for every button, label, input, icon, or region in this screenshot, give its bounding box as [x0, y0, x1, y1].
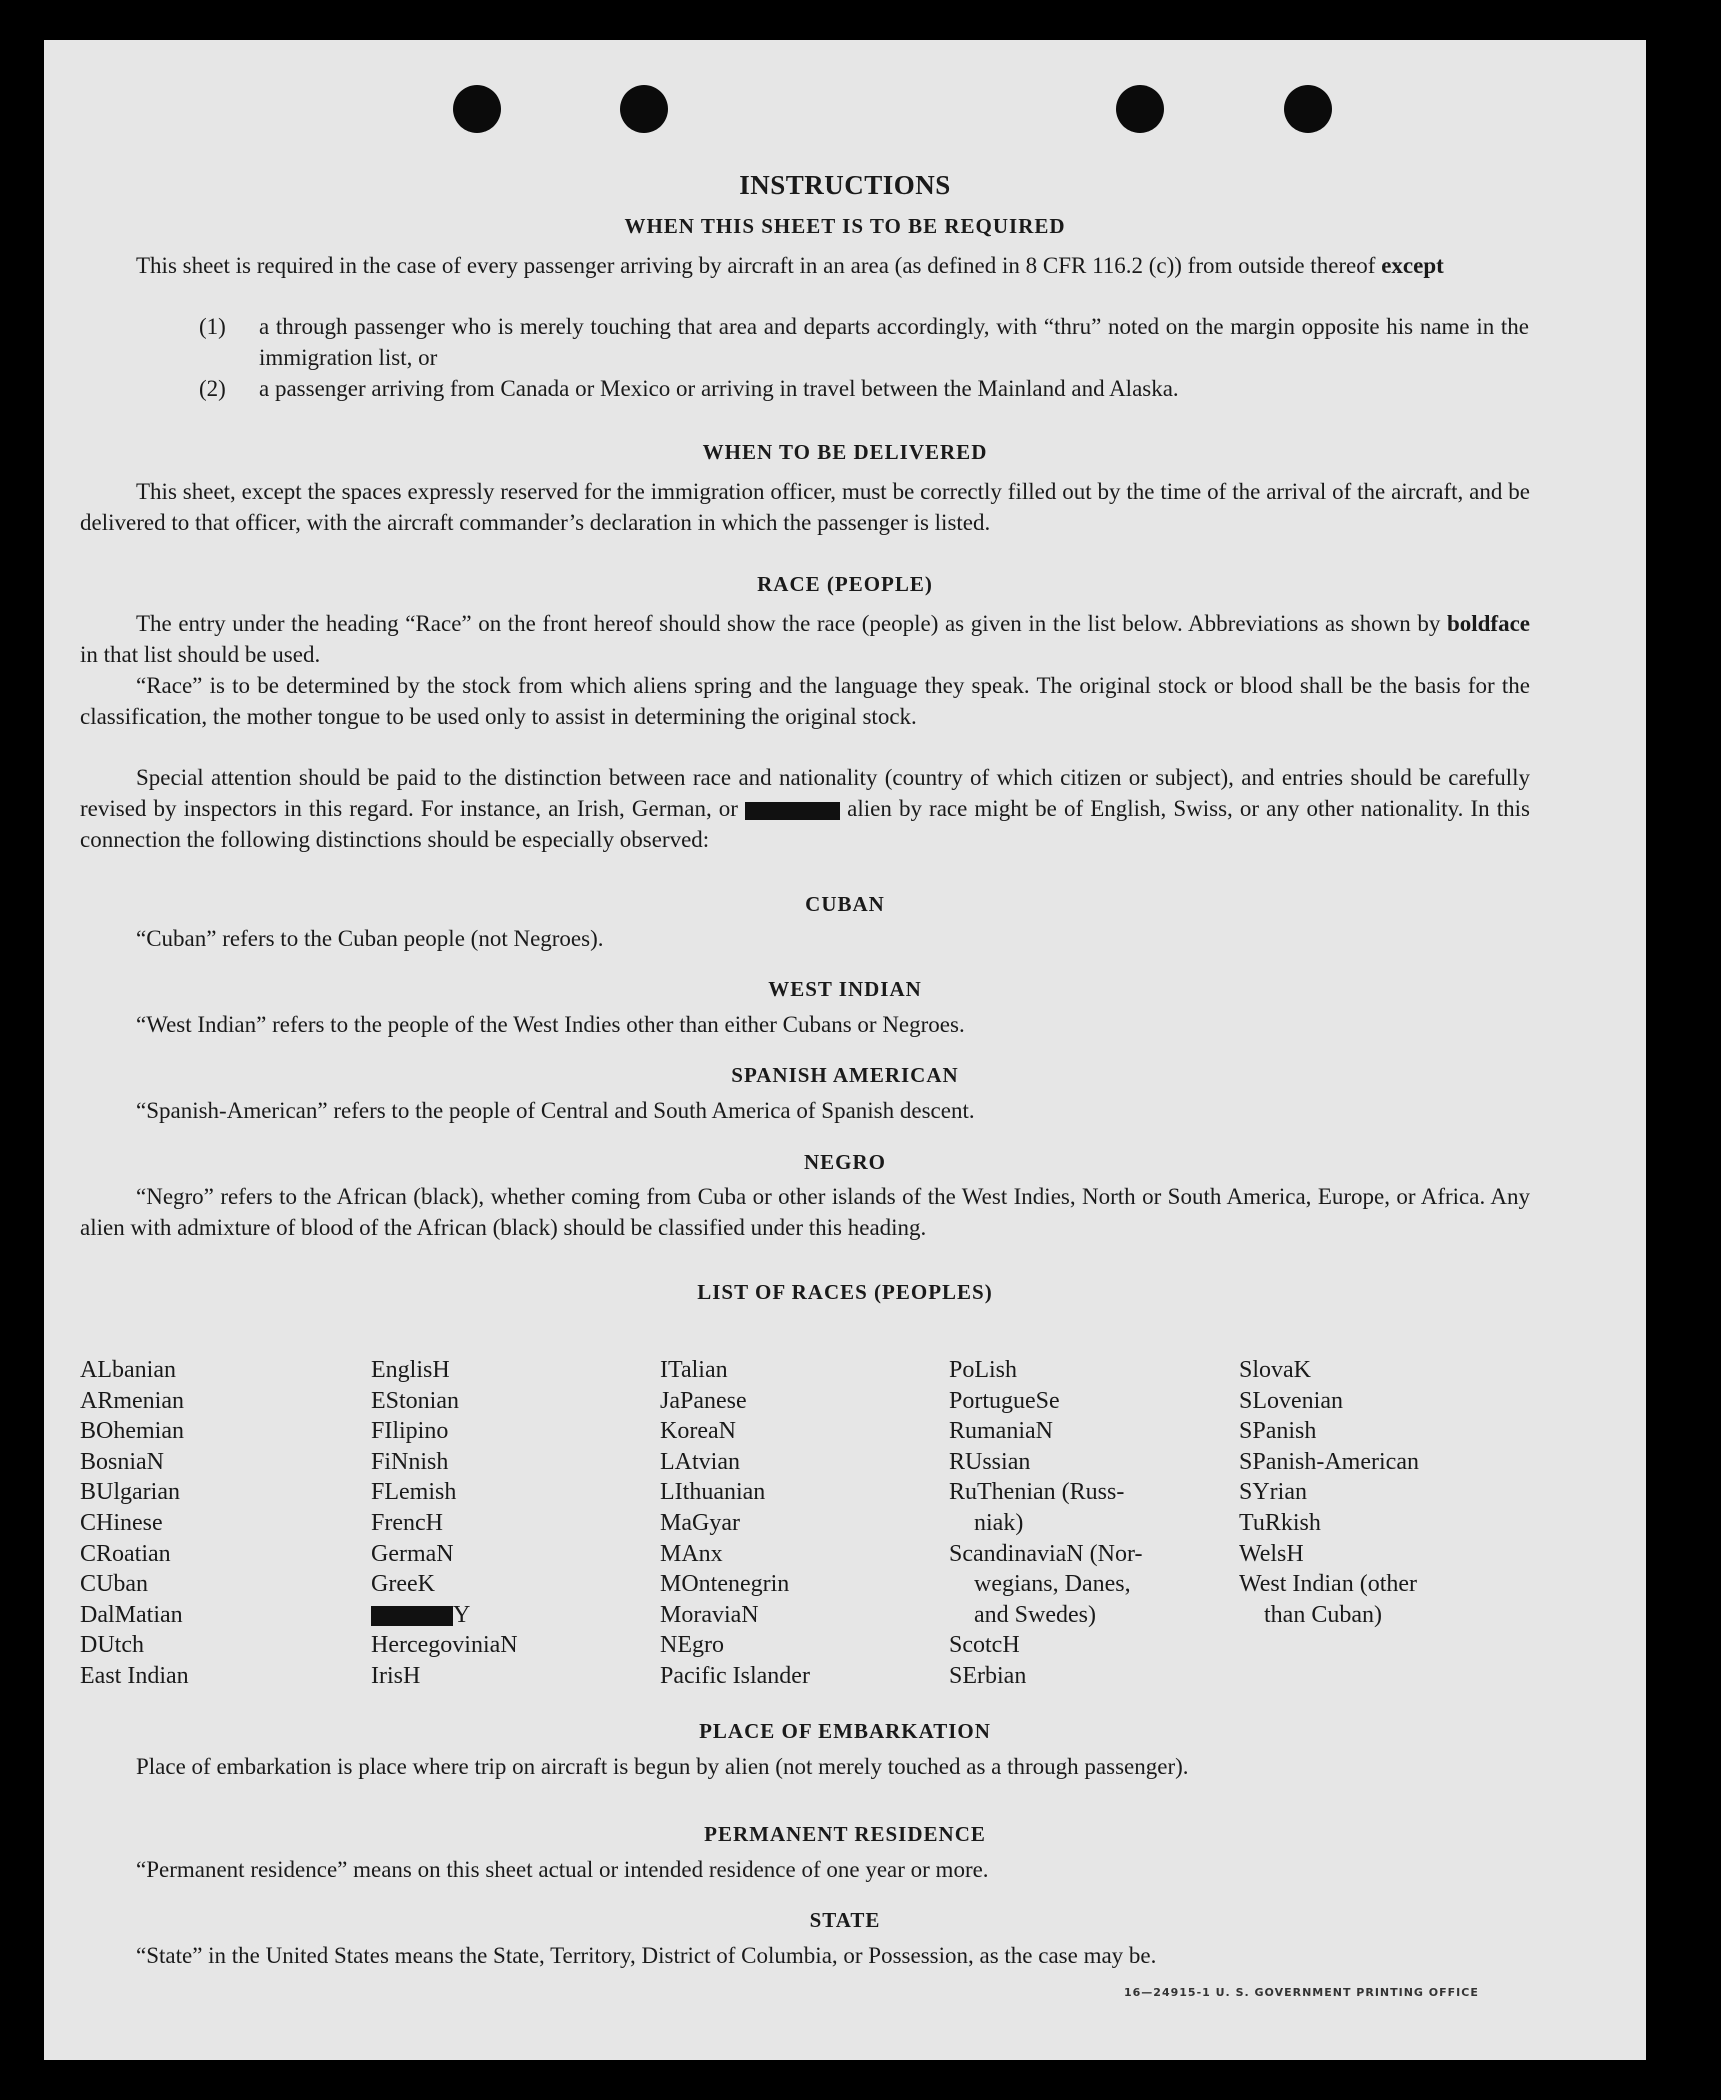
redaction-mark: [371, 1606, 453, 1626]
race-item: IrisH: [371, 1662, 421, 1689]
race-item: ScotcH: [949, 1632, 1020, 1659]
race-item: EStonian: [371, 1387, 459, 1414]
race-item: PoLish: [949, 1357, 1018, 1383]
race-item: SlovaK: [1239, 1357, 1311, 1383]
section-heading: RACE (PEOPLE): [757, 572, 933, 596]
race-item: MOntenegrin: [660, 1571, 790, 1598]
section-heading: NEGRO: [803, 1150, 886, 1174]
race-item: RUssian: [949, 1448, 1031, 1475]
section-heading: WHEN TO BE DELIVERED: [702, 440, 988, 464]
race-item: ARmenian: [80, 1387, 184, 1414]
race-item: KoreaN: [660, 1418, 736, 1445]
race-item-redacted: Y: [371, 1600, 518, 1631]
race-list-column: [949, 1355, 1142, 1692]
section-heading: STATE: [809, 1908, 881, 1932]
race-item: MAnx: [660, 1540, 723, 1567]
race-item: RuThenian (Russ-: [949, 1479, 1125, 1506]
race-item: FiNnish: [371, 1448, 449, 1475]
race-list-column: [1239, 1355, 1419, 1630]
race-item: PortugueSe: [949, 1387, 1060, 1414]
race-item: niak): [974, 1509, 1024, 1536]
paragraph: The entry under the heading “Race” on the front hereof should show the race (people) as given in the list below. Abbreviations as shown by boldface in that list should be used.: [80, 611, 1531, 667]
paragraph: Place of embarkation is place where trip on aircraft is begun by alien (not merely touched as a through passenger).: [136, 1754, 1189, 1779]
race-item: CRoatian: [80, 1540, 171, 1567]
paragraph: “State” in the United States means the State, Territory, District of Columbia, or Possession, as the case may be.: [136, 1943, 1157, 1968]
race-item: FrencH: [371, 1509, 443, 1536]
race-item: Pacific Islander: [660, 1662, 810, 1689]
race-item: WelsH: [1239, 1540, 1304, 1567]
race-item: CHinese: [80, 1509, 163, 1536]
race-list-column: [80, 1355, 189, 1692]
paragraph: “Cuban” refers to the Cuban people (not Negroes).: [136, 926, 604, 951]
redaction-mark: [745, 802, 840, 820]
document-sheet: [44, 40, 1646, 2060]
paragraph: “Permanent residence” means on this sheet actual or intended residence of one year or more.: [136, 1857, 989, 1882]
paragraph: “Race” is to be determined by the stock from which aliens spring and the language they speak. The original stock or blood shall be the basis for the classification, the mother tongue to be used only to assist in determining the original stock.: [80, 673, 1530, 729]
race-item: HercegoviniaN: [371, 1632, 518, 1659]
race-item: BUlgarian: [80, 1479, 180, 1506]
race-item: ALbanian: [80, 1357, 176, 1383]
race-item: BosniaN: [80, 1448, 164, 1475]
race-item: SPanish-American: [1239, 1448, 1419, 1475]
printer-imprint: 16—24915-1 U. S. GOVERNMENT PRINTING OFFICE: [1124, 1986, 1479, 1999]
section-heading: WHEN THIS SHEET IS TO BE REQUIRED: [624, 214, 1066, 238]
race-item: DalMatian: [80, 1601, 183, 1628]
punch-hole: [453, 85, 501, 133]
race-item: FLemish: [371, 1479, 457, 1506]
paragraph: Special attention should be paid to the distinction between race and nationality (country of which citizen or subject), and entries should be carefully revised by inspectors in this regard. For instance, an Irish, German, or alien by race might be of English, Swiss, or any other nationality. In this connection the following distinctions should be especially observed:: [80, 765, 1530, 852]
race-list-column: [660, 1355, 810, 1692]
section-heading: PLACE OF EMBARKATION: [699, 1719, 991, 1743]
race-item: SPanish: [1239, 1418, 1317, 1445]
race-item: wegians, Danes,: [974, 1571, 1131, 1598]
section-heading: SPANISH AMERICAN: [731, 1063, 959, 1087]
race-item: than Cuban): [1264, 1601, 1382, 1628]
race-item: RumaniaN: [949, 1418, 1053, 1445]
section-heading: CUBAN: [805, 892, 885, 916]
race-item: DUtch: [80, 1632, 144, 1659]
race-item: EnglisH: [371, 1357, 450, 1383]
race-item: GreeK: [371, 1571, 435, 1598]
section-heading: PERMANENT RESIDENCE: [704, 1822, 986, 1846]
race-item: LAtvian: [660, 1448, 740, 1475]
punch-hole: [1284, 85, 1332, 133]
race-item: ITalian: [660, 1357, 728, 1383]
race-item: MaGyar: [660, 1509, 740, 1536]
race-item: SErbian: [949, 1662, 1027, 1689]
race-item: FIlipino: [371, 1418, 449, 1445]
paragraph: “Spanish-American” refers to the people of Central and South America of Spanish descent.: [136, 1098, 975, 1123]
section-heading: LIST OF RACES (PEOPLES): [697, 1280, 993, 1304]
race-item: and Swedes): [974, 1601, 1096, 1628]
paragraph: This sheet, except the spaces expressly reserved for the immigration officer, must be correctly filled out by the time of the arrival of the aircraft, and be delivered to that officer, with the aircraft commander’s declaration in which the passenger is listed.: [80, 479, 1530, 535]
race-item: CUban: [80, 1571, 148, 1598]
list-item: (2) a passenger arriving from Canada or Mexico or arriving in travel between the Mainland and Alaska.: [199, 376, 1179, 401]
race-item: GermaN: [371, 1540, 454, 1567]
list-item: (1) a through passenger who is merely touching that area and departs accordingly, with “thru” noted on the margin opposite his name in the immigration list, or: [199, 314, 1529, 370]
race-item: JaPanese: [660, 1387, 747, 1414]
race-item: SYrian: [1239, 1479, 1307, 1506]
race-item: TuRkish: [1239, 1509, 1321, 1536]
paragraph: “West Indian” refers to the people of the West Indies other than either Cubans or Negroes.: [136, 1012, 965, 1037]
race-item: NEgro: [660, 1632, 724, 1659]
race-item: BOhemian: [80, 1418, 184, 1445]
race-item: ScandinaviaN (Nor-: [949, 1540, 1143, 1567]
race-item: SLovenian: [1239, 1387, 1343, 1414]
page-title: INSTRUCTIONS: [739, 170, 951, 200]
paragraph: “Negro” refers to the African (black), whether coming from Cuba or other islands of the West Indies, North or South America, Europe, or Africa. Any alien with admixture of blood of the African (black) should be classified under this heading.: [80, 1184, 1530, 1240]
race-item: West Indian (other: [1239, 1571, 1418, 1598]
paragraph: This sheet is required in the case of every passenger arriving by aircraft in an area (as defined in 8 CFR 116.2 (c)) from outside thereof except: [136, 253, 1444, 278]
section-heading: WEST INDIAN: [768, 977, 922, 1001]
race-list-column: [371, 1355, 518, 1692]
punch-hole: [620, 85, 668, 133]
punch-hole: [1116, 85, 1164, 133]
race-item: MoraviaN: [660, 1601, 759, 1628]
race-item: East Indian: [80, 1662, 189, 1689]
race-item: LIthuanian: [660, 1479, 766, 1506]
